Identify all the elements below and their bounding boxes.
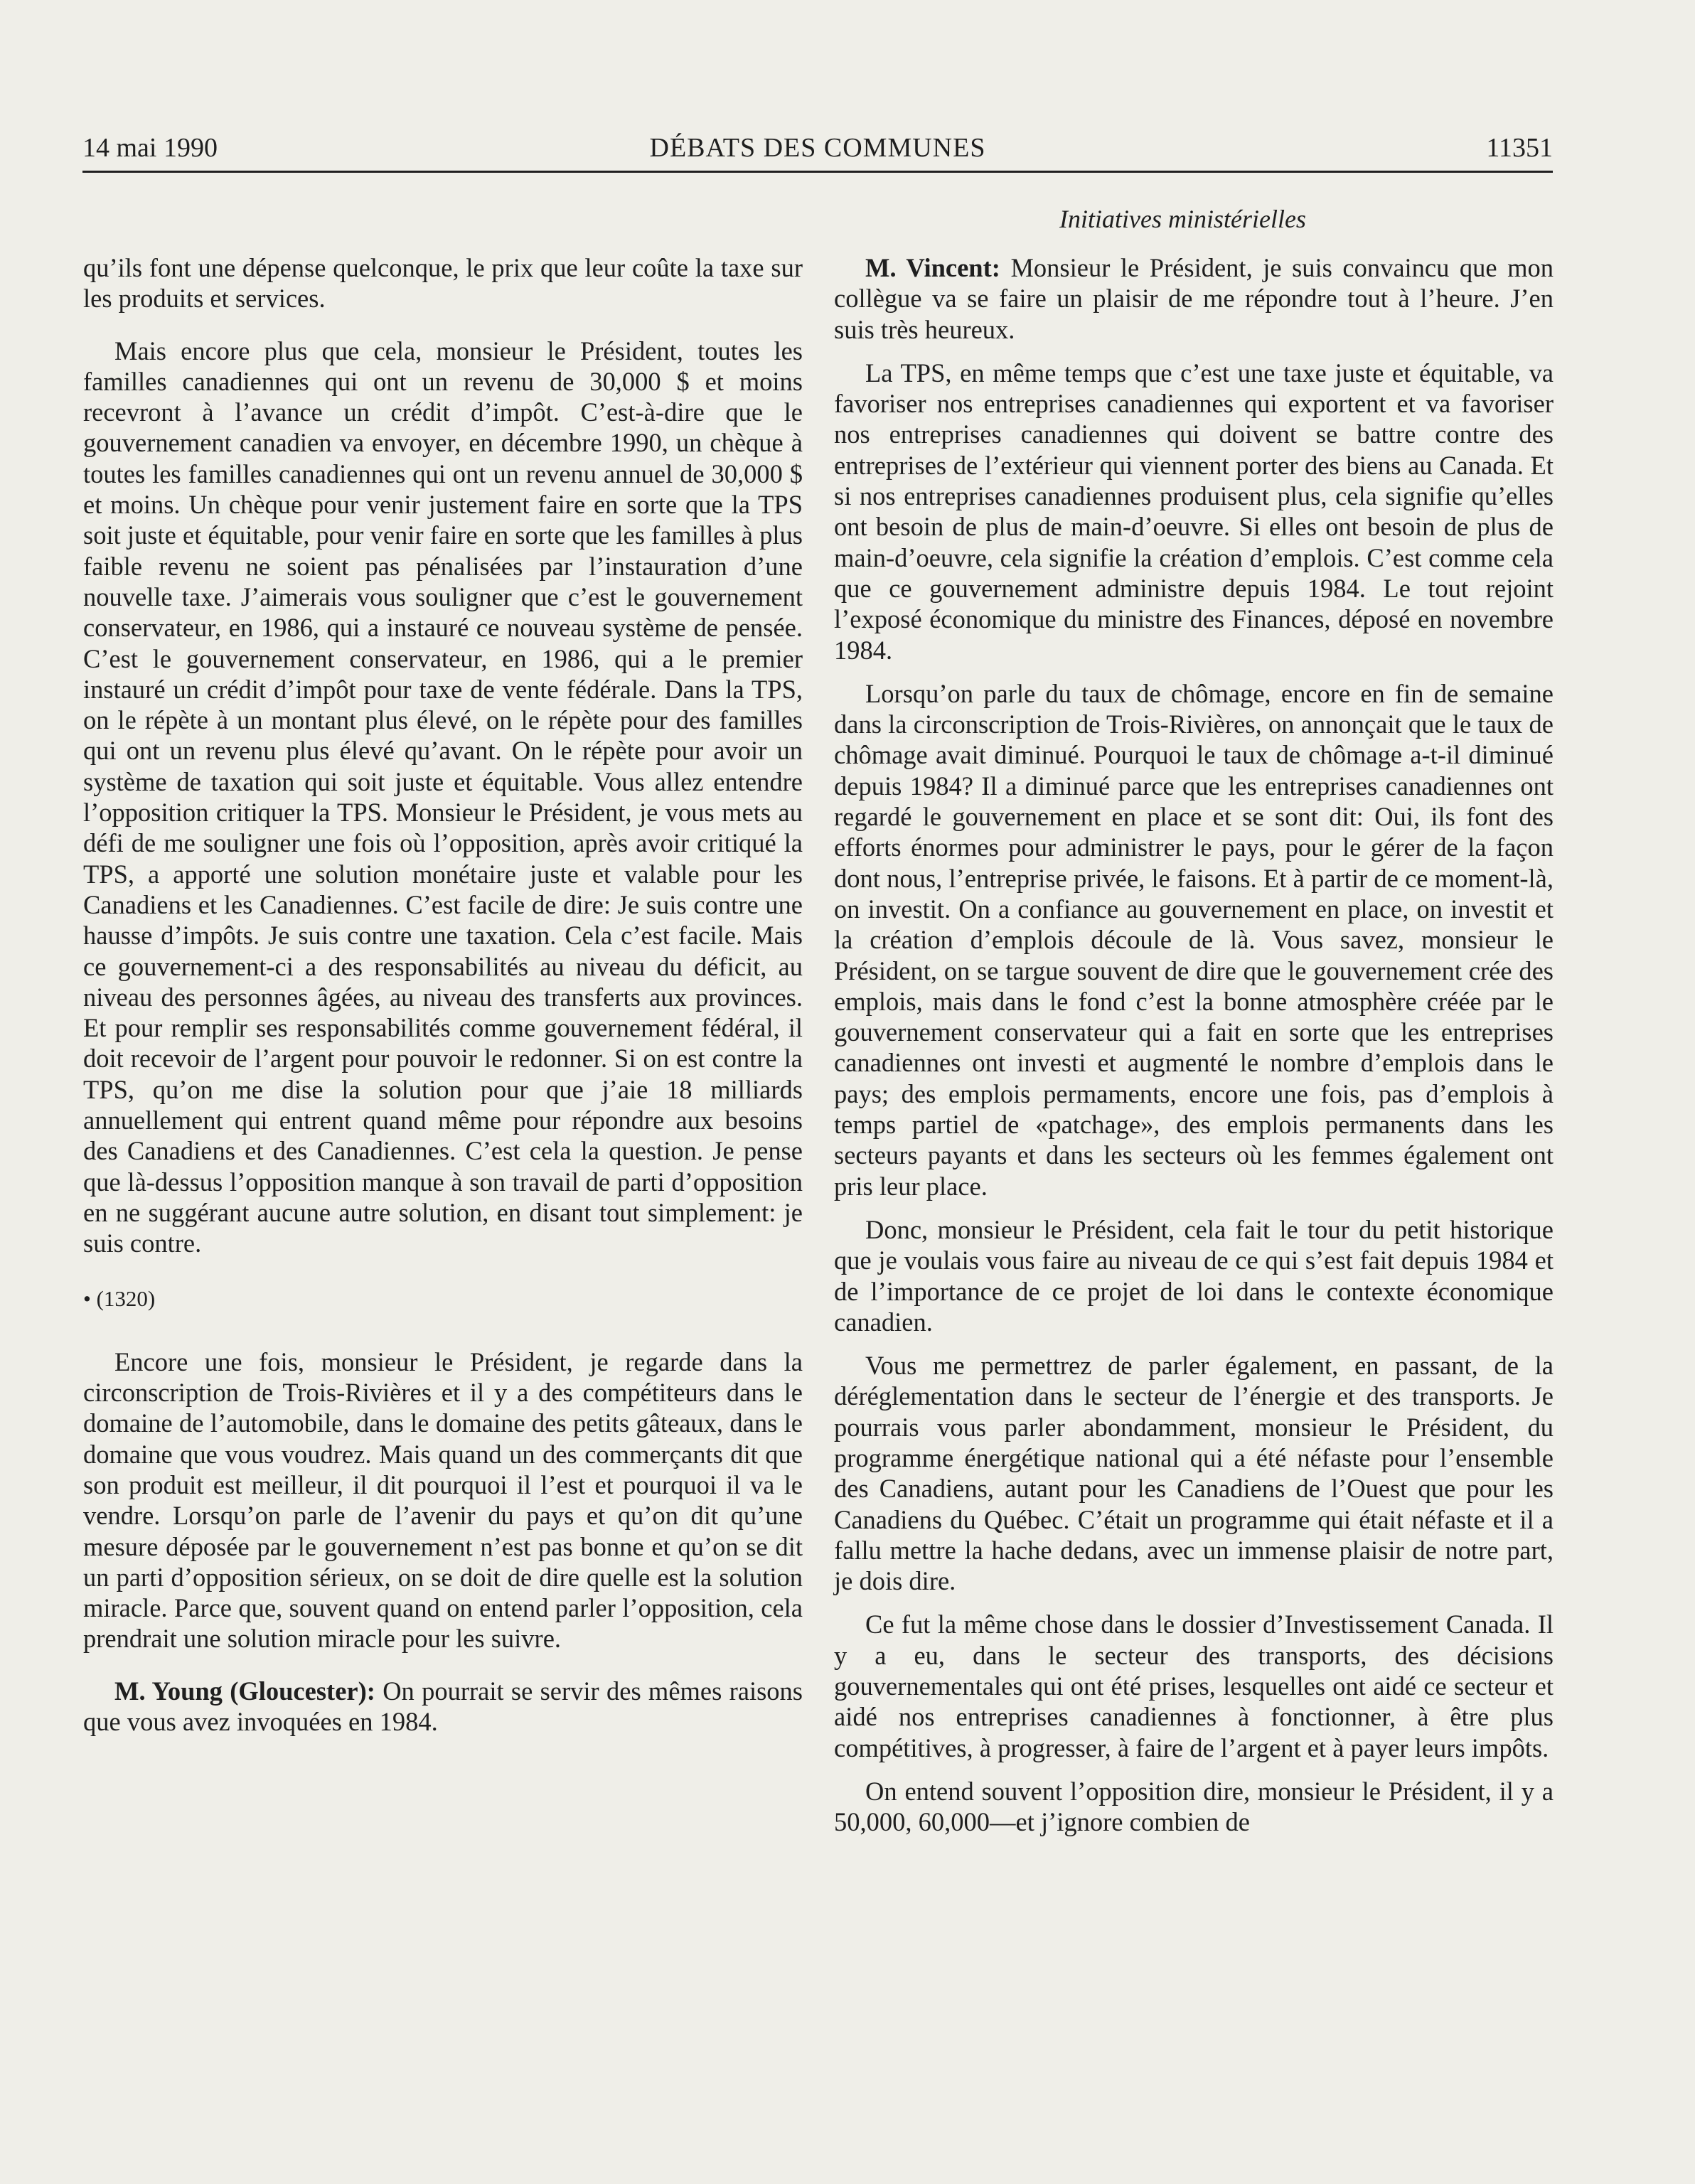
speech (834, 252, 1554, 345)
speaker-name: M. Vincent: (865, 253, 1000, 282)
paragraph: Vous me permettrez de parler également, en passant, de la déréglementation dans le secteur de l’énergie et des transports. Je pourrais vous parler abondamment, monsieur le Président, du programme énergétique national qui a été néfaste pour l’ensemble des Canadiens, autant pour les Canadiens de l’Ouest que pour les Canadiens du Québec. C’était un programme qui était néfaste et il a fallu mettre la hache dedans, avec un immense plaisir de notre part, je dois dire. (834, 1351, 1554, 1596)
time-marker: • (1320) (83, 1285, 156, 1311)
speech-text: On pourrait se servir des mêmes raisons que vous avez invoquées en 1984. (83, 1676, 803, 1737)
paragraph: La TPS, en même temps que c’est une taxe juste et équitable, va favoriser nos entreprises canadiennes qui exportent et va favoriser nos entreprises canadiennes qui doivent se battre contre des entreprises de l’extérieur qui viennent porter des biens au Canada. Et si nos entreprises canadiennes produisent plus, cela signifie qu’elles ont besoin de plus de main-d’oeuvre. Si elles ont besoin de plus de main-d’oeuvre, cela signifie la création d’emplois. C’est comme cela que ce gouvernement administre depuis 1984. Le tout rejoint l’exposé économique du ministre des Finances, déposé en novembre 1984. (834, 358, 1554, 665)
paragraph: Encore une fois, monsieur le Président, je regarde dans la circonscription de Trois-Rivières et il y a des compétiteurs dans le domaine de l’automobile, dans le domaine des petits gâteaux, dans le domaine que vous voudrez. Mais quand un des commerçants dit que son produit est meilleur, il dit pourquoi il l’est et pourquoi il va le vendre. Lorsqu’on parle de l’avenir du pays et qu’on dit qu’une mesure déposée par le gouvernement n’est pas bonne et qu’on se dit un parti d’opposition sérieux, on se doit de dire quelle est la solution miracle. Parce que, souvent quand on entend parler l’opposition, cela prendrait une solution miracle pour les suivre. (83, 1347, 803, 1654)
page-header (82, 127, 1553, 173)
speech (83, 1676, 803, 1738)
right-column (834, 252, 1554, 1851)
paragraph: On entend souvent l’opposition dire, monsieur le Président, il y a 50,000, 60,000—et j’ignore combien de (834, 1776, 1554, 1837)
header-title: DÉBATS DES COMMUNES (649, 133, 986, 163)
header-date: 14 mai 1990 (82, 133, 218, 163)
paragraph: Lorsqu’on parle du taux de chômage, encore en fin de semaine dans la circonscription de Trois-Rivières, on annonçait que le taux de chômage avait diminué. Pourquoi le taux de chômage a-t-il diminué depuis 1984? Il a diminué parce que les entreprises canadiennes ont regardé le gouvernement en place et se sont dit: Oui, ils font des efforts énormes pour administrer le pays, pour le gérer de la façon dont nous, l’entreprise privée, le faisons. Et à partir de ce moment-là, on investit. On a confiance au gouvernement en place, on investit et la création d’emplois découle de là. Vous savez, monsieur le Président, on se targue souvent de dire que le gouvernement crée des emplois, mais dans le fond c’est la bonne atmosphère créée par le gouvernement conservateur qui a fait en sorte que les entreprises canadiennes ont investi et augmenté le nombre d’emplois dans le pays; des emplois permaments, encore une fois, pas d’emplois à temps partiel de «patchage», des emplois permanents dans les secteurs payants et dans les secteurs où les femmes également ont pris leur place. (834, 678, 1554, 1201)
speaker-name: M. Young (Gloucester): (114, 1676, 375, 1706)
left-column (83, 252, 803, 1750)
speech-text: Monsieur le Président, je suis convaincu que mon collègue va se faire un plaisir de me répondre tout à l’heure. J’en suis très heureux. (834, 253, 1554, 344)
paragraph: qu’ils font une dépense quelconque, le prix que leur coûte la taxe sur les produits et services. (83, 253, 803, 314)
header-page-number: 11351 (1486, 133, 1553, 163)
paragraph: Ce fut la même chose dans le dossier d’Investissement Canada. Il y a eu, dans le secteur des transports, des décisions gouvernementales qui ont été prises, lesquelles ont aidé ce secteur et aidé nos entreprises canadiennes à fonctionner, à être plus compétitives, à progresser, à faire de l’argent et à payer leurs impôts. (834, 1610, 1554, 1762)
paragraph: Donc, monsieur le Président, cela fait le tour du petit historique que je voulais vous faire au niveau de ce qui s’est fait depuis 1984 et de l’importance de ce projet de loi dans le contexte économique canadien. (834, 1214, 1554, 1337)
section-label: Initiatives ministérielles (1059, 205, 1306, 233)
paragraph: Mais encore plus que cela, monsieur le Président, toutes les familles canadiennes qui ont un revenu de 30,000 $ et moins recevront à l’avance un crédit d’impôt. C’est-à-dire que le gouvernement canadien va envoyer, en décembre 1990, un chèque à toutes les familles canadiennes qui ont un revenu annuel de 30,000 $ et moins. Un chèque pour venir justement faire en sorte que la TPS soit juste et équitable, pour venir faire en sorte que les familles à plus faible revenu ne soient pas pénalisées par l’instauration d’une nouvelle taxe. J’aimerais vous souligner que c’est le gouvernement conservateur, en 1986, qui a instauré ce nouveau système de pensée. C’est le gouvernement conservateur, en 1986, qui a le premier instauré un crédit d’impôt pour taxe de vente fédérale. Dans la TPS, on le répète à un montant plus élevé, on le répète pour des familles qui ont un revenu plus élevé qu’avant. On le répète pour avoir un système de taxation qui soit juste et équitable. Vous allez entendre l’opposition critiquer la TPS. Monsieur le Président, je vous mets au défi de me souligner une fois où l’opposition, après avoir critiqué la TPS, a apporté une solution monétaire juste et valable pour les Canadiens et les Canadiennes. C’est facile de dire: Je suis contre une hausse d’impôts. Je suis contre une taxation. Cela c’est facile. Mais ce gouvernement-ci a des responsabilités au niveau du déficit, au niveau des personnes âgées, au niveau des transferts aux provinces. Et pour remplir ses responsabilités comme gouvernement fédéral, il doit recevoir de l’argent pour pouvoir le redonner. Si on est contre la TPS, qu’on me dise la solution pour que j’aie 18 milliards annuellement qui entrent quand même pour répondre aux besoins des Canadiens et des Canadiennes. C’est cela la question. Je pense que là-dessus l’opposition manque à son travail de parti d’opposition en ne suggérant aucune autre solution, en disant tout simplement: je suis contre. (83, 336, 803, 1258)
